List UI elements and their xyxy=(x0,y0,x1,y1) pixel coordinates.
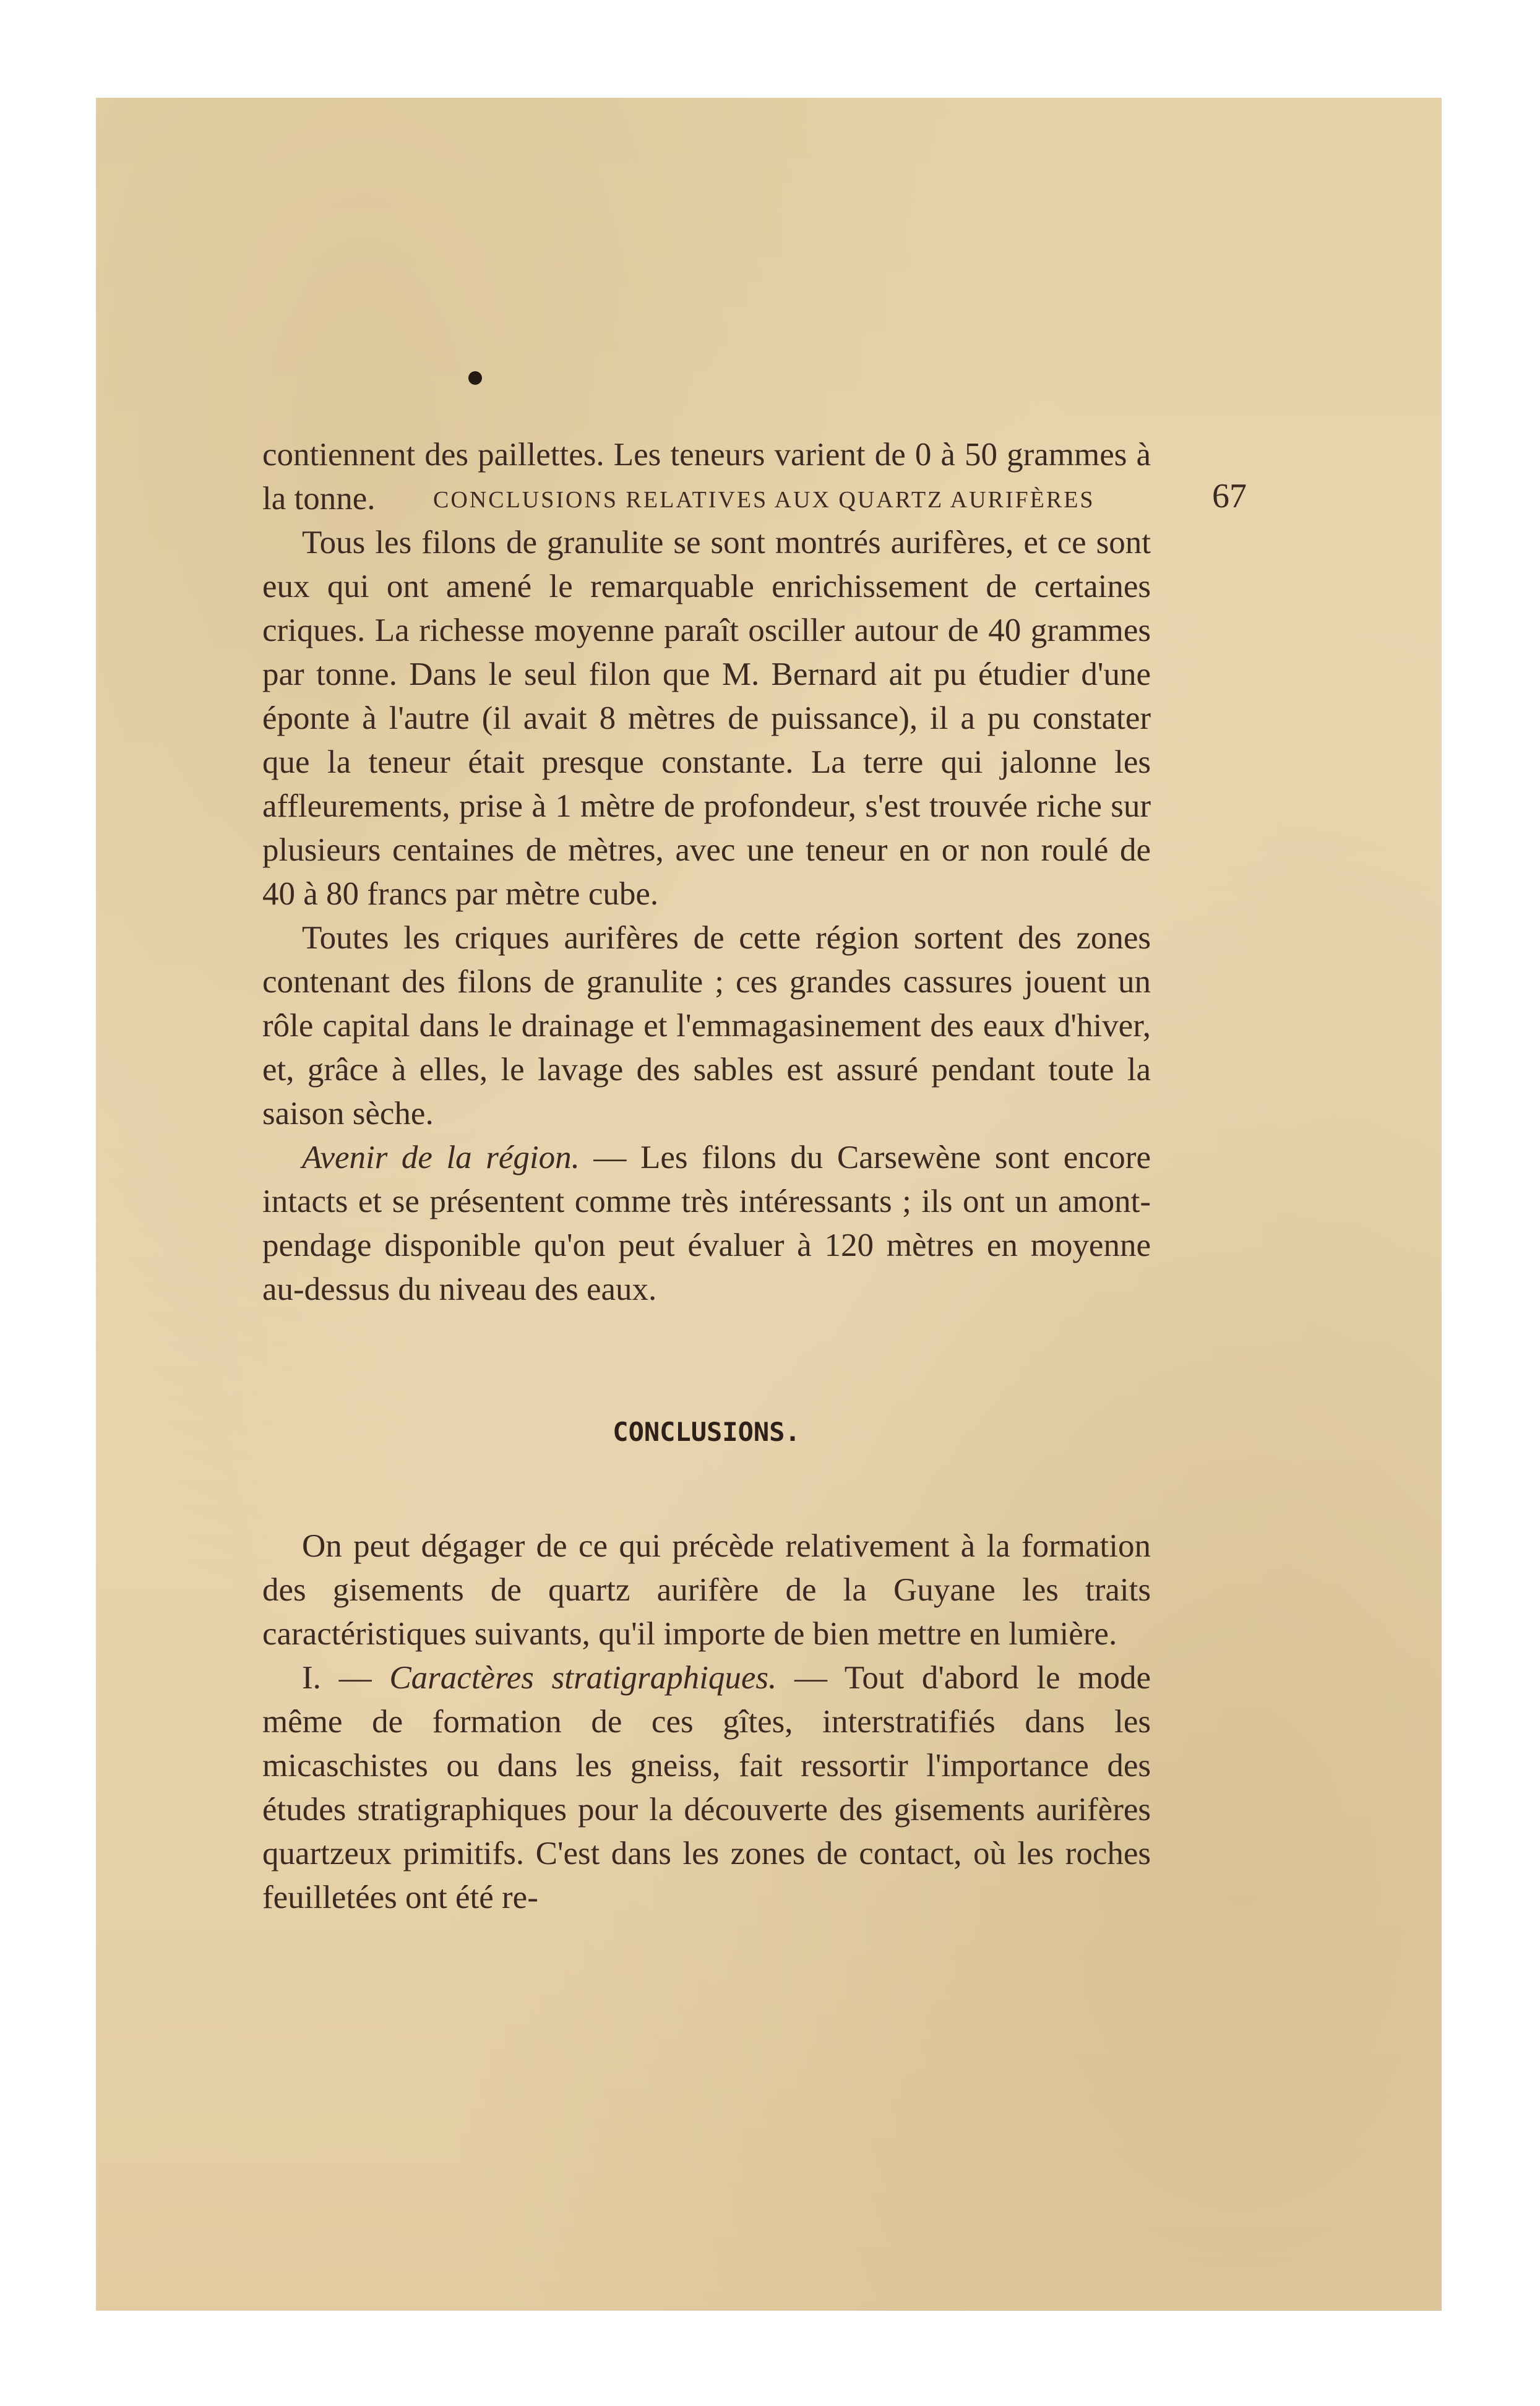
paragraph xyxy=(262,521,1151,916)
body-text-bottom xyxy=(262,1524,1151,1920)
paragraph-lead: I. — xyxy=(302,1660,390,1696)
paragraph xyxy=(262,916,1151,1136)
paragraph-text: On peut dégager de ce qui précède relativement à la formation des gisements de quartz aurifère de la Guyane les traits caractéristiques suivants, qu'il importe de bien mettre en lumière. xyxy=(262,1528,1151,1652)
paragraph xyxy=(262,1136,1151,1312)
section-heading: CONCLUSIONS. xyxy=(613,1417,801,1447)
paragraph xyxy=(262,433,1151,521)
paragraph-text: — Les filons du Carsewène sont encore intacts et se présentent comme très intéressants ; ils ont un amont-pendage disponible qu'on peut évaluer à 120 mètres en moyenne au-dessus du niveau des eaux. xyxy=(262,1140,1151,1307)
paragraph-italic-lead: Avenir de la région. xyxy=(302,1140,580,1175)
paragraph xyxy=(262,1656,1151,1920)
paragraph-text: contiennent des paillettes. Les teneurs varient de 0 à 50 grammes à la tonne. xyxy=(262,437,1151,517)
running-head-title: CONCLUSIONS RELATIVES AUX QUARTZ AURIFÈRES xyxy=(433,487,1095,513)
paragraph-text: Tous les filons de granulite se sont montrés aurifères, et ce sont eux qui ont amené le remarquable enrichissement de certaines criques. La richesse moyenne paraît osciller autour de 40 grammes par tonne. Dans le seul filon que M. Bernard ait pu étudier d'une éponte à l'autre (il avait 8 mètres de puissance), il a pu constater que la teneur était presque constante. La terre qui jalonne les affleurements, prise à 1 mètre de profondeur, s'est trouvée riche sur plusieurs centaines de mètres, avec une teneur en or non roulé de 40 à 80 francs par mètre cube. xyxy=(262,525,1151,912)
paragraph-text: Toutes les criques aurifères de cette région sortent des zones contenant des filons de granulite ; ces grandes cassures jouent un rôle capital dans le drainage et l'emmagasinement des eaux d'hiver, et, grâce à elles, le lavage des sables est assuré pendant toute la saison sèche. xyxy=(262,920,1151,1132)
body-text-top xyxy=(262,433,1151,1312)
page-number: 67 xyxy=(1212,477,1247,515)
paragraph-italic-lead: Caractères stratigraphiques. xyxy=(389,1660,777,1696)
paragraph-text: — Tout d'abord le mode même de formation de ces gîtes, interstratifiés dans les micaschistes ou dans les gneiss, fait ressortir l'importance des études stratigraphiques pour la découverte des gisements aurifères quartzeux primitifs. C'est dans les zones de contact, où les roches feuilletées ont été re- xyxy=(262,1660,1151,1915)
paragraph xyxy=(262,1524,1151,1656)
ink-speck xyxy=(468,371,482,385)
